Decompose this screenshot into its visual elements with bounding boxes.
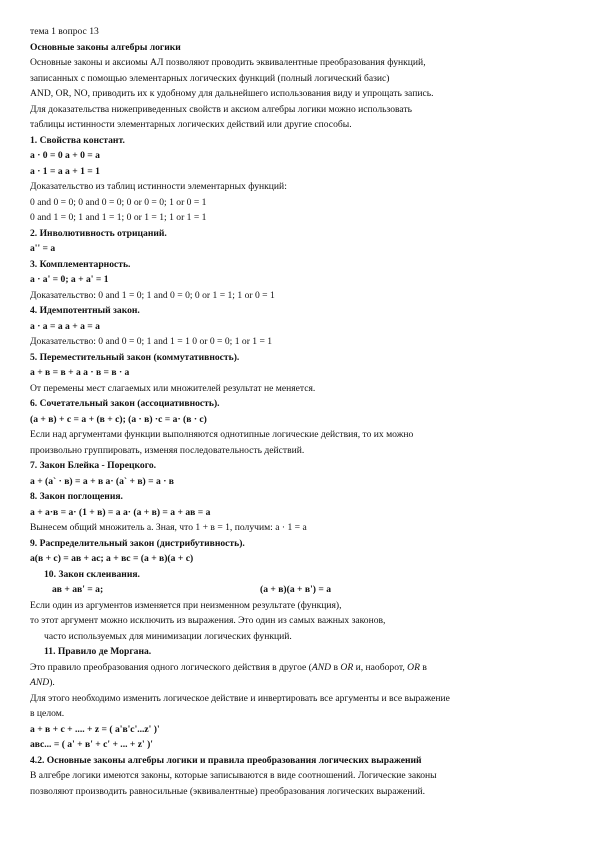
- explanation-text: Если над аргументами функции выполняются однотипные логические действия, то их можно: [30, 429, 414, 440]
- text-run-italic: OR: [340, 661, 354, 673]
- law-formula: a · a = a a + a = a: [30, 320, 100, 332]
- law-formula: a'' = a: [30, 243, 56, 254]
- law-heading: 3. Комплементарность.: [30, 258, 131, 270]
- law-heading: 6. Сочетательный закон (ассоциативность).: [30, 398, 220, 409]
- law-formula: a · 0 = 0 a + 0 = a: [30, 150, 100, 161]
- intro-text: Основные законы и аксиомы АЛ позволяют проводить эквивалентные преобразования функций,: [30, 57, 426, 68]
- law-heading: 10. Закон склеивания.: [44, 568, 140, 580]
- text-run: в: [331, 661, 341, 673]
- explanation-text: [30, 662, 570, 678]
- law-heading: 2. Инволютивность отрицаний.: [30, 227, 167, 239]
- text-run: Это правило преобразования одного логического действия в другое (: [30, 661, 312, 673]
- explanation-text: часто используемых для минимизации логических функций.: [44, 630, 292, 642]
- law-formula: a(в + c) = aв + aс; a + вc = (a + в)(a + c): [30, 553, 194, 564]
- law-formula: a + в + c + .... + z = ( a'в'c'...z' )': [30, 723, 160, 735]
- section-title: 4.2. Основные законы алгебры логики и правила преобразования логических выражений: [30, 754, 422, 766]
- explanation-text: Вынесем общий множитель a. Зная, что 1 + в = 1, получим: a · 1 = a: [30, 522, 307, 533]
- explanation-text: Для этого необходимо изменить логическое действие и инвертировать все аргументы и все выражение: [30, 692, 450, 704]
- law-formula: a + a·в = a· (1 + в) = a a· (a + в) = a + aв = a: [30, 506, 211, 518]
- law-formula-right: (a + в)(a + в') = a: [260, 584, 331, 595]
- law-heading: 11. Правило де Моргана.: [44, 646, 152, 657]
- law-formula: aвc... = ( a' + в' + c' + ... + z' )': [30, 739, 153, 750]
- law-heading: 4. Идемпотентный закон.: [30, 305, 140, 316]
- law-heading: 1. Свойства констант.: [30, 134, 125, 146]
- law-formula: a · 1 = a a + 1 = 1: [30, 165, 100, 177]
- law-heading: 8. Закон поглощения.: [30, 491, 123, 502]
- law-formula: (a + в) + c = a + (в + c); (a · в) ·c = a· (в · c): [30, 413, 207, 425]
- text-run: и, наоборот,: [353, 661, 408, 673]
- proof-text: 0 and 0 = 0; 0 and 0 = 0; 0 or 0 = 0; 1 or 0 = 1: [30, 196, 207, 208]
- proof-text: Доказательство из таблиц истинности элементарных функций:: [30, 181, 287, 192]
- intro-text: записанных с помощью элементарных логических функций (полный логический базис): [30, 72, 390, 84]
- proof-text: Доказательство: 0 and 1 = 0; 1 and 0 = 0; 0 or 1 = 1; 1 or 0 = 1: [30, 289, 275, 301]
- law-heading: 9. Распределительный закон (дистрибутивность).: [30, 537, 245, 549]
- proof-text: Доказательство: 0 and 0 = 0; 1 and 1 = 1 0 or 0 = 0; 1 or 1 = 1: [30, 336, 273, 347]
- intro-text: AND, OR, NO, приводить их к удобному для дальнейшего использования виду и упрощать запись.: [30, 88, 434, 99]
- law-heading: 5. Переместительный закон (коммутативность).: [30, 351, 240, 363]
- text-run-italic: OR: [407, 661, 420, 673]
- law-heading: 7. Закон Блейка - Порецкого.: [30, 460, 157, 471]
- paragraph-text: В алгебре логики имеются законы, которые записываются в виде соотношений. Логические законы: [30, 770, 437, 781]
- explanation-text: произвольно группировать, изменяя последовательность действий.: [30, 444, 305, 456]
- paragraph-text: позволяют производить равносильные (эквивалентные) преобразования логических выражений.: [30, 785, 426, 797]
- document-body: [30, 26, 570, 801]
- law-formula-left: aв + aв' = a;: [52, 584, 104, 595]
- proof-text: 0 and 1 = 0; 1 and 1 = 1; 0 or 1 = 1; 1 or 1 = 1: [30, 212, 207, 223]
- explanation-text: Если один из аргументов изменяется при неизменном результате (функция),: [30, 599, 342, 611]
- explanation-text: в целом.: [30, 708, 65, 719]
- explanation-text: то этот аргумент можно исключить из выражения. Это один из самых важных законов,: [30, 615, 386, 626]
- law-formula: a + в = в + a a · в = в · a: [30, 367, 130, 378]
- intro-text: Для доказательства нижеприведенных свойств и аксиом алгебры логики можно использовать: [30, 103, 413, 115]
- topic-line: тема 1 вопрос 13: [30, 26, 99, 37]
- law-formula-row: [30, 584, 570, 600]
- explanation-text: От перемены мест слагаемых или множителей результат не меняется.: [30, 382, 316, 394]
- intro-text: таблицы истинности элементарных логических действий или другие способы.: [30, 119, 352, 130]
- section-title: Основные законы алгебры логики: [30, 41, 181, 53]
- text-run-italic: AND: [30, 677, 50, 688]
- law-formula: a · a' = 0; a + a' = 1: [30, 274, 109, 285]
- text-run: ).: [49, 677, 55, 688]
- law-formula: a + (a` · в) = a + в a· (a` + в) = a · в: [30, 475, 174, 487]
- explanation-text: [30, 677, 570, 693]
- text-run: в: [419, 661, 427, 673]
- text-run-italic: AND: [311, 661, 332, 673]
